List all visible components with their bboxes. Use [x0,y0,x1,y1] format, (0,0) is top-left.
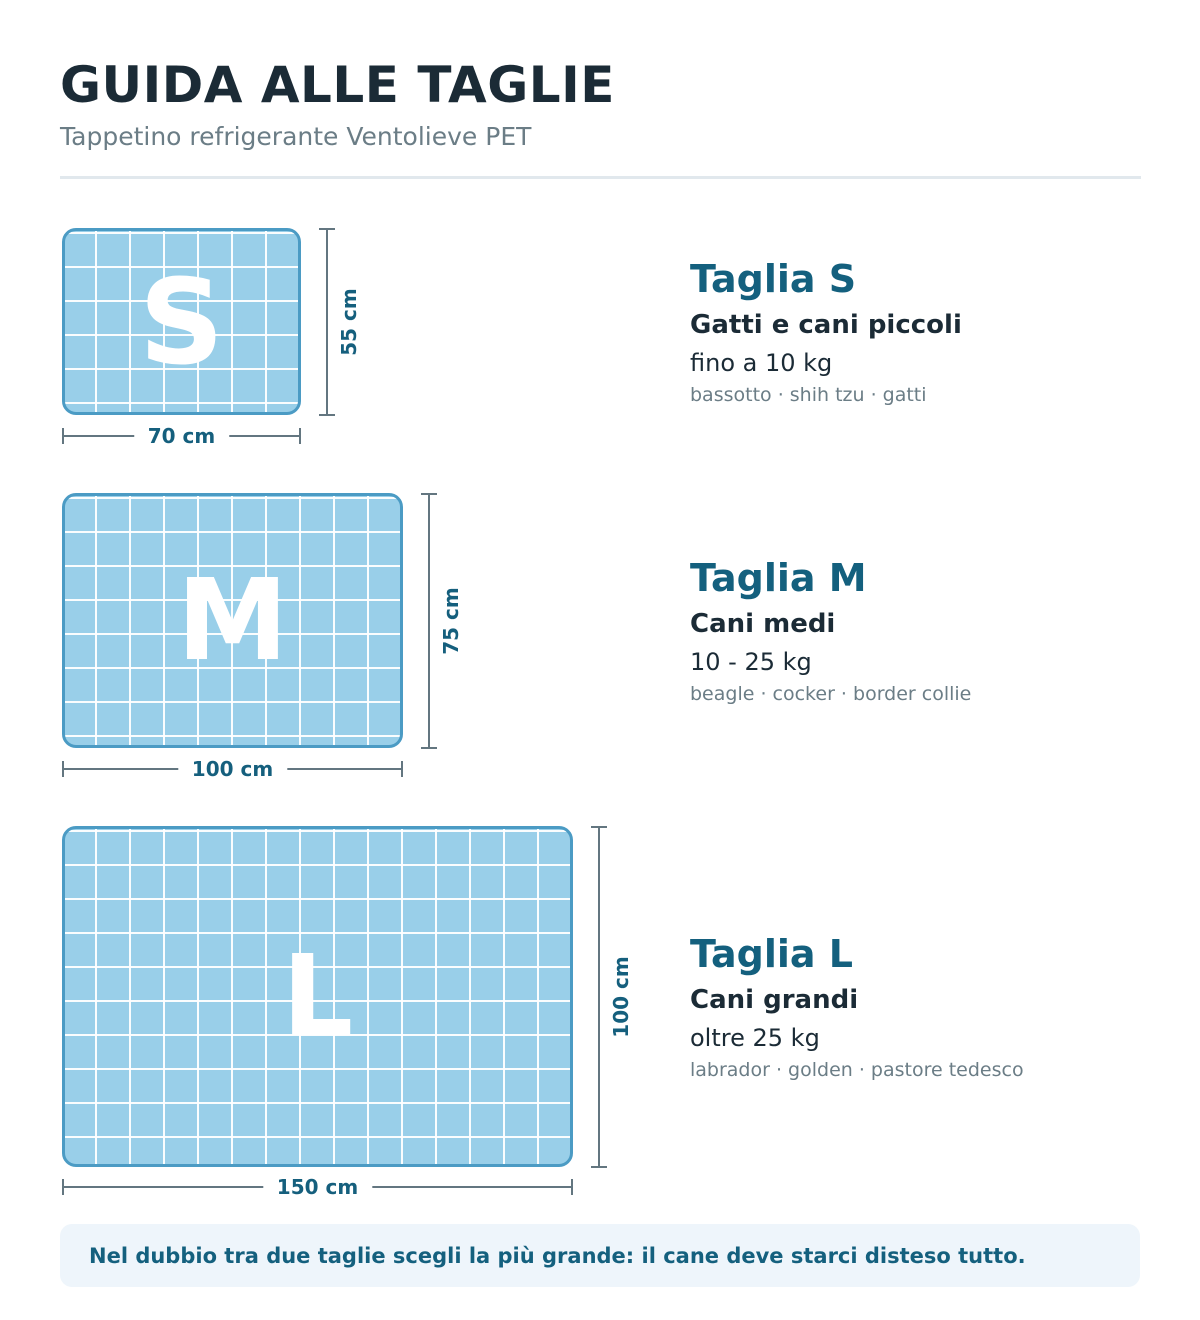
width-dimension-m [62,757,403,781]
width-label-m: 100 cm [178,757,287,781]
height-dimension-s [319,228,361,416]
mat-letter-l: L [281,931,354,1062]
width-dimension-l [62,1175,573,1199]
size-breeds-s: bassotto · shih tzu · gatti [690,383,927,406]
mat-size-m [62,493,403,748]
mat-letter-s: S [139,252,224,391]
size-info-m [690,557,1170,705]
mat-size-s [62,228,301,415]
width-label-l: 150 cm [263,1175,372,1199]
size-weight-s: fino a 10 kg [690,348,833,377]
height-label-s: 55 cm [337,288,361,356]
height-label-m: 75 cm [439,587,463,655]
page-subtitle: Tappetino refrigerante Ventolieve PET [60,122,532,151]
header-divider [60,176,1141,179]
size-name-m: Taglia M [690,556,867,600]
height-label-l: 100 cm [609,956,633,1038]
page-title: GUIDA ALLE TAGLIE [60,56,615,114]
width-label-s: 70 cm [134,424,230,448]
size-name-s: Taglia S [690,257,857,301]
tip-box [60,1224,1140,1287]
size-weight-l: oltre 25 kg [690,1023,820,1052]
size-name-l: Taglia L [690,932,854,976]
size-audience-m: Cani medi [690,608,836,639]
size-weight-m: 10 - 25 kg [690,647,812,676]
size-audience-l: Cani grandi [690,984,859,1015]
size-info-s [690,258,1170,406]
mat-letter-m: M [176,555,289,686]
height-dimension-l [591,826,633,1168]
mat-size-l [62,826,573,1167]
size-breeds-l: labrador · golden · pastore tedesco [690,1058,1024,1081]
size-breeds-m: beagle · cocker · border collie [690,682,972,705]
size-info-l [690,933,1170,1081]
tip-text: Nel dubbio tra due taglie scegli la più grande: il cane deve starci disteso tutto. [89,1243,1026,1268]
size-audience-s: Gatti e cani piccoli [690,309,962,340]
height-dimension-m [421,493,463,749]
width-dimension-s [62,424,301,448]
